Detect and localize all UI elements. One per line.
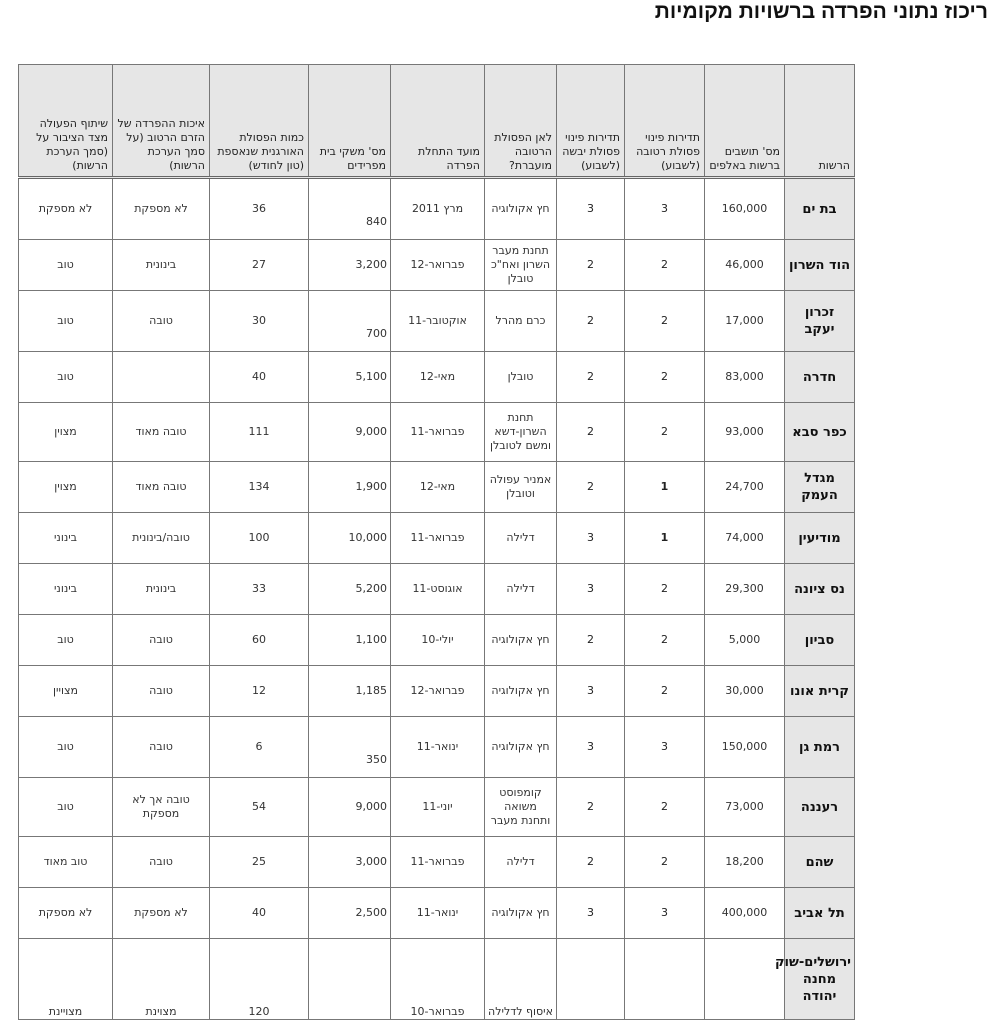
cell-start-date: מאי-12 <box>391 352 485 403</box>
cell-separation-quality: טובה אך לא מספקת <box>113 778 210 837</box>
table-row <box>19 352 855 403</box>
cell-residents: 17,000 <box>705 291 785 352</box>
cell-wet-frequency: 2 <box>625 666 705 717</box>
cell-public-cooperation: לא מספקת <box>19 888 113 939</box>
cell-residents: 29,300 <box>705 564 785 615</box>
cell-public-cooperation: טוב <box>19 240 113 291</box>
header-wet-frequency: תדירות פינוי פסולת רטובה (לשבוע) <box>625 65 705 178</box>
cell-organic-amount: 54 <box>210 778 309 837</box>
cell-dry-frequency: 2 <box>557 837 625 888</box>
cell-households: 5,200 <box>309 564 391 615</box>
cell-authority: כפר סבא <box>785 403 855 462</box>
cell-wet-frequency: 2 <box>625 837 705 888</box>
cell-wet-frequency: 2 <box>625 615 705 666</box>
cell-residents: 30,000 <box>705 666 785 717</box>
cell-wet-frequency: 1 <box>625 462 705 513</box>
cell-wet-frequency: 2 <box>625 291 705 352</box>
cell-dry-frequency: 2 <box>557 615 625 666</box>
cell-households: 9,000 <box>309 403 391 462</box>
cell-organic-amount: 100 <box>210 513 309 564</box>
cell-residents: 5,000 <box>705 615 785 666</box>
cell-start-date: ינואר-11 <box>391 717 485 778</box>
cell-authority: נס ציונה <box>785 564 855 615</box>
cell-separation-quality: לא מספקת <box>113 888 210 939</box>
cell-organic-amount: 33 <box>210 564 309 615</box>
cell-dry-frequency: 3 <box>557 178 625 240</box>
cell-authority: ירושלים-שוק מחנה יהודה <box>785 939 855 1020</box>
cell-residents: 18,200 <box>705 837 785 888</box>
cell-public-cooperation: מצוין <box>19 403 113 462</box>
cell-wet-frequency: 2 <box>625 403 705 462</box>
header-dry-frequency: תדירות פינוי פסולת יבשה (לשבוע) <box>557 65 625 178</box>
cell-destination: חץ אקולוגיה <box>485 615 557 666</box>
header-residents: מס' תושבים ברשות באלפים <box>705 65 785 178</box>
table-row <box>19 403 855 462</box>
cell-separation-quality <box>113 352 210 403</box>
cell-destination: טובלן <box>485 352 557 403</box>
table-row <box>19 513 855 564</box>
cell-dry-frequency: 2 <box>557 240 625 291</box>
cell-dry-frequency: 3 <box>557 666 625 717</box>
header-households: מס' משקי בית מפרידים <box>309 65 391 178</box>
cell-start-date: מרץ 2011 <box>391 178 485 240</box>
cell-households: 9,000 <box>309 778 391 837</box>
cell-start-date: פברואר-11 <box>391 837 485 888</box>
cell-wet-frequency: 2 <box>625 564 705 615</box>
cell-authority: מודיעין <box>785 513 855 564</box>
cell-public-cooperation: מצויין <box>19 666 113 717</box>
cell-authority: בת ים <box>785 178 855 240</box>
cell-separation-quality: בינונית <box>113 240 210 291</box>
cell-start-date: אוגוסט-11 <box>391 564 485 615</box>
cell-authority: רעננה <box>785 778 855 837</box>
cell-public-cooperation: טוב <box>19 291 113 352</box>
header-separation-quality: איכות ההפרדה של הזרם הרטוב (על סמך הערכת הרשות) <box>113 65 210 178</box>
cell-dry-frequency: 2 <box>557 403 625 462</box>
cell-dry-frequency: 3 <box>557 564 625 615</box>
table-row <box>19 564 855 615</box>
cell-destination: חץ אקולוגיה <box>485 178 557 240</box>
cell-dry-frequency: 3 <box>557 513 625 564</box>
cell-start-date: אוקטובר-11 <box>391 291 485 352</box>
cell-authority: זכרון יעקב <box>785 291 855 352</box>
data-table-container <box>18 64 851 1018</box>
cell-public-cooperation: טוב <box>19 778 113 837</box>
cell-destination: דלילה <box>485 513 557 564</box>
cell-destination: דלילה <box>485 837 557 888</box>
cell-destination: תחנת השרון-דשא ומשם לטובלן <box>485 403 557 462</box>
cell-wet-frequency: 3 <box>625 888 705 939</box>
cell-households: 3,200 <box>309 240 391 291</box>
cell-public-cooperation: בינוני <box>19 513 113 564</box>
header-destination: לאן הפסולת הרטובה מועברת? <box>485 65 557 178</box>
cell-households: 1,185 <box>309 666 391 717</box>
cell-dry-frequency: 2 <box>557 291 625 352</box>
header-row <box>19 65 855 178</box>
cell-households: 1,900 <box>309 462 391 513</box>
cell-start-date: יולי-10 <box>391 615 485 666</box>
cell-authority: קרית אונו <box>785 666 855 717</box>
cell-organic-amount: 120 <box>210 939 309 1020</box>
table-row <box>19 291 855 352</box>
cell-separation-quality: לא מספקת <box>113 178 210 240</box>
cell-start-date: מאי-12 <box>391 462 485 513</box>
cell-start-date: פברואר-11 <box>391 403 485 462</box>
cell-public-cooperation: מצויינת <box>19 939 113 1020</box>
cell-start-date: פברואר-12 <box>391 240 485 291</box>
cell-wet-frequency: 2 <box>625 240 705 291</box>
cell-organic-amount: 36 <box>210 178 309 240</box>
header-public-cooperation: שיתוף הפעולה מצד הציבור על (סמך הערכת הרשות) <box>19 65 113 178</box>
cell-organic-amount: 60 <box>210 615 309 666</box>
cell-start-date: ינואר-11 <box>391 888 485 939</box>
cell-organic-amount: 25 <box>210 837 309 888</box>
cell-residents: 73,000 <box>705 778 785 837</box>
table-row <box>19 778 855 837</box>
header-start-date: מועד התחלת הפרדה <box>391 65 485 178</box>
cell-authority: תל אביב <box>785 888 855 939</box>
cell-organic-amount: 12 <box>210 666 309 717</box>
table-row <box>19 888 855 939</box>
cell-organic-amount: 6 <box>210 717 309 778</box>
cell-organic-amount: 27 <box>210 240 309 291</box>
cell-residents: 24,700 <box>705 462 785 513</box>
page-title: ריכוז נתוני הפרדה ברשויות מקומיות <box>654 0 988 23</box>
cell-destination: חץ אקולוגיה <box>485 666 557 717</box>
cell-organic-amount: 40 <box>210 888 309 939</box>
table-row <box>19 178 855 240</box>
cell-households: 10,000 <box>309 513 391 564</box>
cell-organic-amount: 134 <box>210 462 309 513</box>
cell-public-cooperation: טוב <box>19 717 113 778</box>
cell-authority: הוד השרון <box>785 240 855 291</box>
cell-dry-frequency: 2 <box>557 462 625 513</box>
table-row <box>19 666 855 717</box>
cell-wet-frequency: 2 <box>625 352 705 403</box>
cell-separation-quality: מצוינת <box>113 939 210 1020</box>
table-row <box>19 462 855 513</box>
cell-residents: 150,000 <box>705 717 785 778</box>
cell-public-cooperation: בינוני <box>19 564 113 615</box>
cell-separation-quality: טובה <box>113 837 210 888</box>
cell-separation-quality: טובה/בינונית <box>113 513 210 564</box>
cell-households: 700 <box>309 291 391 352</box>
table-header <box>19 65 855 178</box>
cell-destination: דלילה <box>485 564 557 615</box>
table-row <box>19 939 855 1020</box>
cell-authority: חדרה <box>785 352 855 403</box>
cell-households: 840 <box>309 178 391 240</box>
cell-destination: חץ אקולוגיה <box>485 888 557 939</box>
cell-wet-frequency <box>625 939 705 1020</box>
cell-households: 3,000 <box>309 837 391 888</box>
cell-public-cooperation: לא מספקת <box>19 178 113 240</box>
cell-residents <box>705 939 785 1020</box>
cell-households: 2,500 <box>309 888 391 939</box>
cell-wet-frequency: 3 <box>625 717 705 778</box>
cell-destination: תחנת מעבר השרון ואח"כ טובלן <box>485 240 557 291</box>
cell-separation-quality: טובה <box>113 666 210 717</box>
cell-public-cooperation: טוב מאוד <box>19 837 113 888</box>
cell-public-cooperation: טוב <box>19 615 113 666</box>
cell-authority: מגדל העמק <box>785 462 855 513</box>
table-row <box>19 240 855 291</box>
cell-separation-quality: טובה <box>113 717 210 778</box>
cell-residents: 74,000 <box>705 513 785 564</box>
cell-authority: רמת גן <box>785 717 855 778</box>
cell-residents: 93,000 <box>705 403 785 462</box>
cell-wet-frequency: 3 <box>625 178 705 240</box>
cell-households <box>309 939 391 1020</box>
cell-households: 5,100 <box>309 352 391 403</box>
table-row <box>19 837 855 888</box>
cell-separation-quality: טובה מאוד <box>113 462 210 513</box>
cell-wet-frequency: 2 <box>625 778 705 837</box>
cell-public-cooperation: מצוין <box>19 462 113 513</box>
cell-destination: איסוף לדלילה <box>485 939 557 1020</box>
cell-separation-quality: טובה <box>113 615 210 666</box>
cell-wet-frequency: 1 <box>625 513 705 564</box>
cell-start-date: פברואר-10 <box>391 939 485 1020</box>
cell-dry-frequency: 3 <box>557 717 625 778</box>
cell-organic-amount: 30 <box>210 291 309 352</box>
cell-destination: קומפוסט משואה ותחנת מעבר <box>485 778 557 837</box>
cell-authority: שהם <box>785 837 855 888</box>
header-organic-amount: כמות הפסולת האורגנית שנאספת (טון לחודש) <box>210 65 309 178</box>
table-row <box>19 717 855 778</box>
separation-data-table <box>18 64 855 1020</box>
cell-authority: סביון <box>785 615 855 666</box>
cell-separation-quality: טובה <box>113 291 210 352</box>
table-row <box>19 615 855 666</box>
cell-dry-frequency <box>557 939 625 1020</box>
cell-start-date: פברואר-11 <box>391 513 485 564</box>
cell-start-date: פברואר-12 <box>391 666 485 717</box>
cell-destination: אמניר עפולה וטובלן <box>485 462 557 513</box>
cell-residents: 46,000 <box>705 240 785 291</box>
cell-households: 1,100 <box>309 615 391 666</box>
cell-households: 350 <box>309 717 391 778</box>
cell-organic-amount: 40 <box>210 352 309 403</box>
cell-organic-amount: 111 <box>210 403 309 462</box>
cell-dry-frequency: 2 <box>557 778 625 837</box>
cell-destination: חץ אקולוגיה <box>485 717 557 778</box>
cell-public-cooperation: טוב <box>19 352 113 403</box>
cell-dry-frequency: 2 <box>557 352 625 403</box>
cell-residents: 160,000 <box>705 178 785 240</box>
cell-separation-quality: בינונית <box>113 564 210 615</box>
cell-destination: כרם מהרל <box>485 291 557 352</box>
header-authority: הרשות <box>785 65 855 178</box>
cell-start-date: יוני-11 <box>391 778 485 837</box>
cell-dry-frequency: 3 <box>557 888 625 939</box>
cell-separation-quality: טובה מאוד <box>113 403 210 462</box>
cell-residents: 83,000 <box>705 352 785 403</box>
table-body <box>19 178 855 1020</box>
cell-residents: 400,000 <box>705 888 785 939</box>
